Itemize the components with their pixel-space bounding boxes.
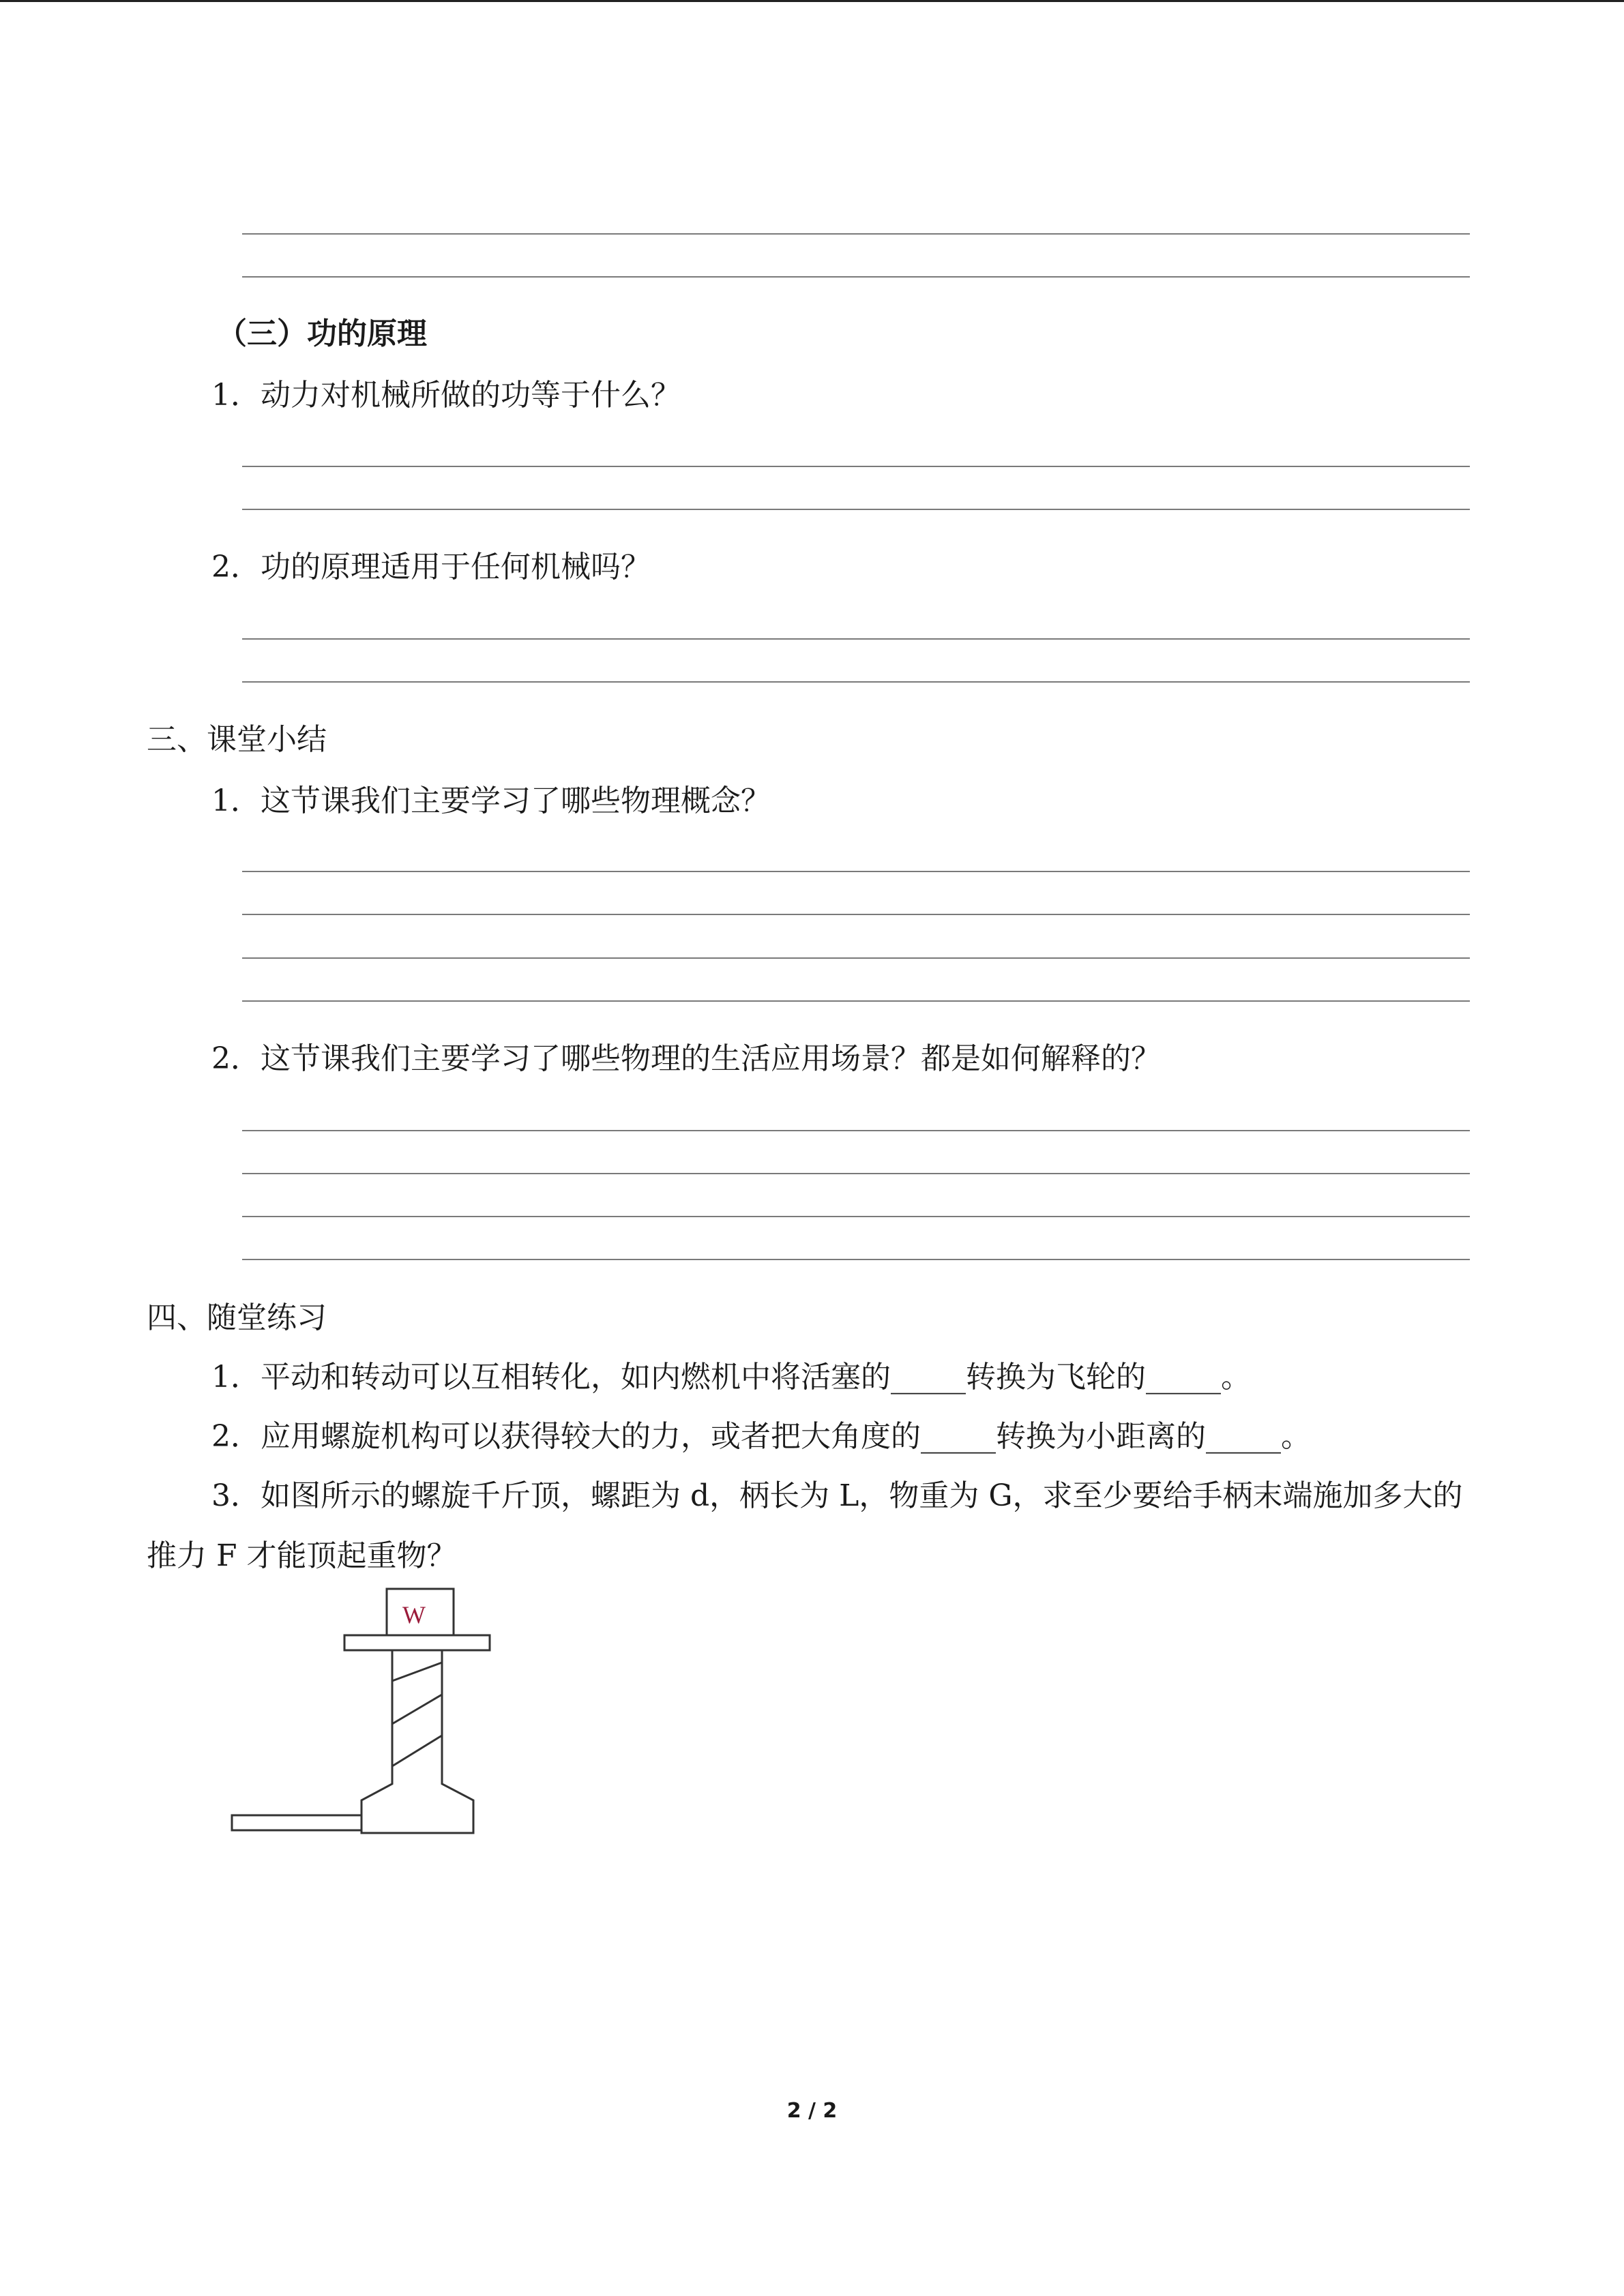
jack-body <box>361 1650 473 1833</box>
answer-line[interactable] <box>242 1216 1470 1217</box>
page-top-border <box>0 0 1624 2</box>
answer-line[interactable] <box>242 276 1470 278</box>
jack-handle <box>232 1815 361 1830</box>
screw-jack-figure <box>225 1582 525 1848</box>
screw-thread <box>392 1695 442 1724</box>
part3-heading: （三）功的原理 <box>217 316 427 351</box>
summary-question-1: 1．这节课我们主要学习了哪些物理概念？ <box>211 784 771 818</box>
answer-line[interactable] <box>242 1173 1470 1174</box>
practice-question-1: 1．平动和转动可以互相转化，如内燃机中将活塞的_____转换为飞轮的_____。 <box>211 1360 1251 1395</box>
answer-line[interactable] <box>242 466 1470 467</box>
answer-line[interactable] <box>242 509 1470 510</box>
answer-line[interactable] <box>242 1259 1470 1260</box>
part3-question-1: 1．动力对机械所做的功等于什么？ <box>211 378 681 413</box>
answer-line[interactable] <box>242 638 1470 640</box>
screw-thread <box>392 1663 442 1681</box>
summary-question-2: 2．这节课我们主要学习了哪些物理的生活应用场景？都是如何解释的？ <box>211 1041 1161 1076</box>
jack-top-plate <box>344 1635 490 1650</box>
answer-line[interactable] <box>242 681 1470 683</box>
part3-question-2: 2．功的原理适用于任何机械吗？ <box>211 550 651 584</box>
answer-line[interactable] <box>242 1130 1470 1131</box>
practice-heading: 四、随堂练习 <box>147 1300 327 1335</box>
practice-question-3: 3．如图所示的螺旋千斤顶，螺距为 d，柄长为 L，物重为 G，求至少要给手柄末端施加多大的推力 F 才能顶起重物？ <box>147 1478 1463 1573</box>
answer-line[interactable] <box>242 233 1470 235</box>
answer-line[interactable] <box>242 914 1470 915</box>
answer-line[interactable] <box>242 957 1470 959</box>
screw-thread <box>392 1735 442 1766</box>
weight-label: W <box>402 1601 426 1628</box>
answer-line[interactable] <box>242 1000 1470 1002</box>
page-number: 2 / 2 <box>786 2099 838 2123</box>
answer-line[interactable] <box>242 871 1470 872</box>
summary-heading: 三、课堂小结 <box>147 722 327 757</box>
practice-question-2: 2．应用螺旋机构可以获得较大的力，或者把大角度的_____转换为小距离的_____。 <box>211 1419 1311 1454</box>
